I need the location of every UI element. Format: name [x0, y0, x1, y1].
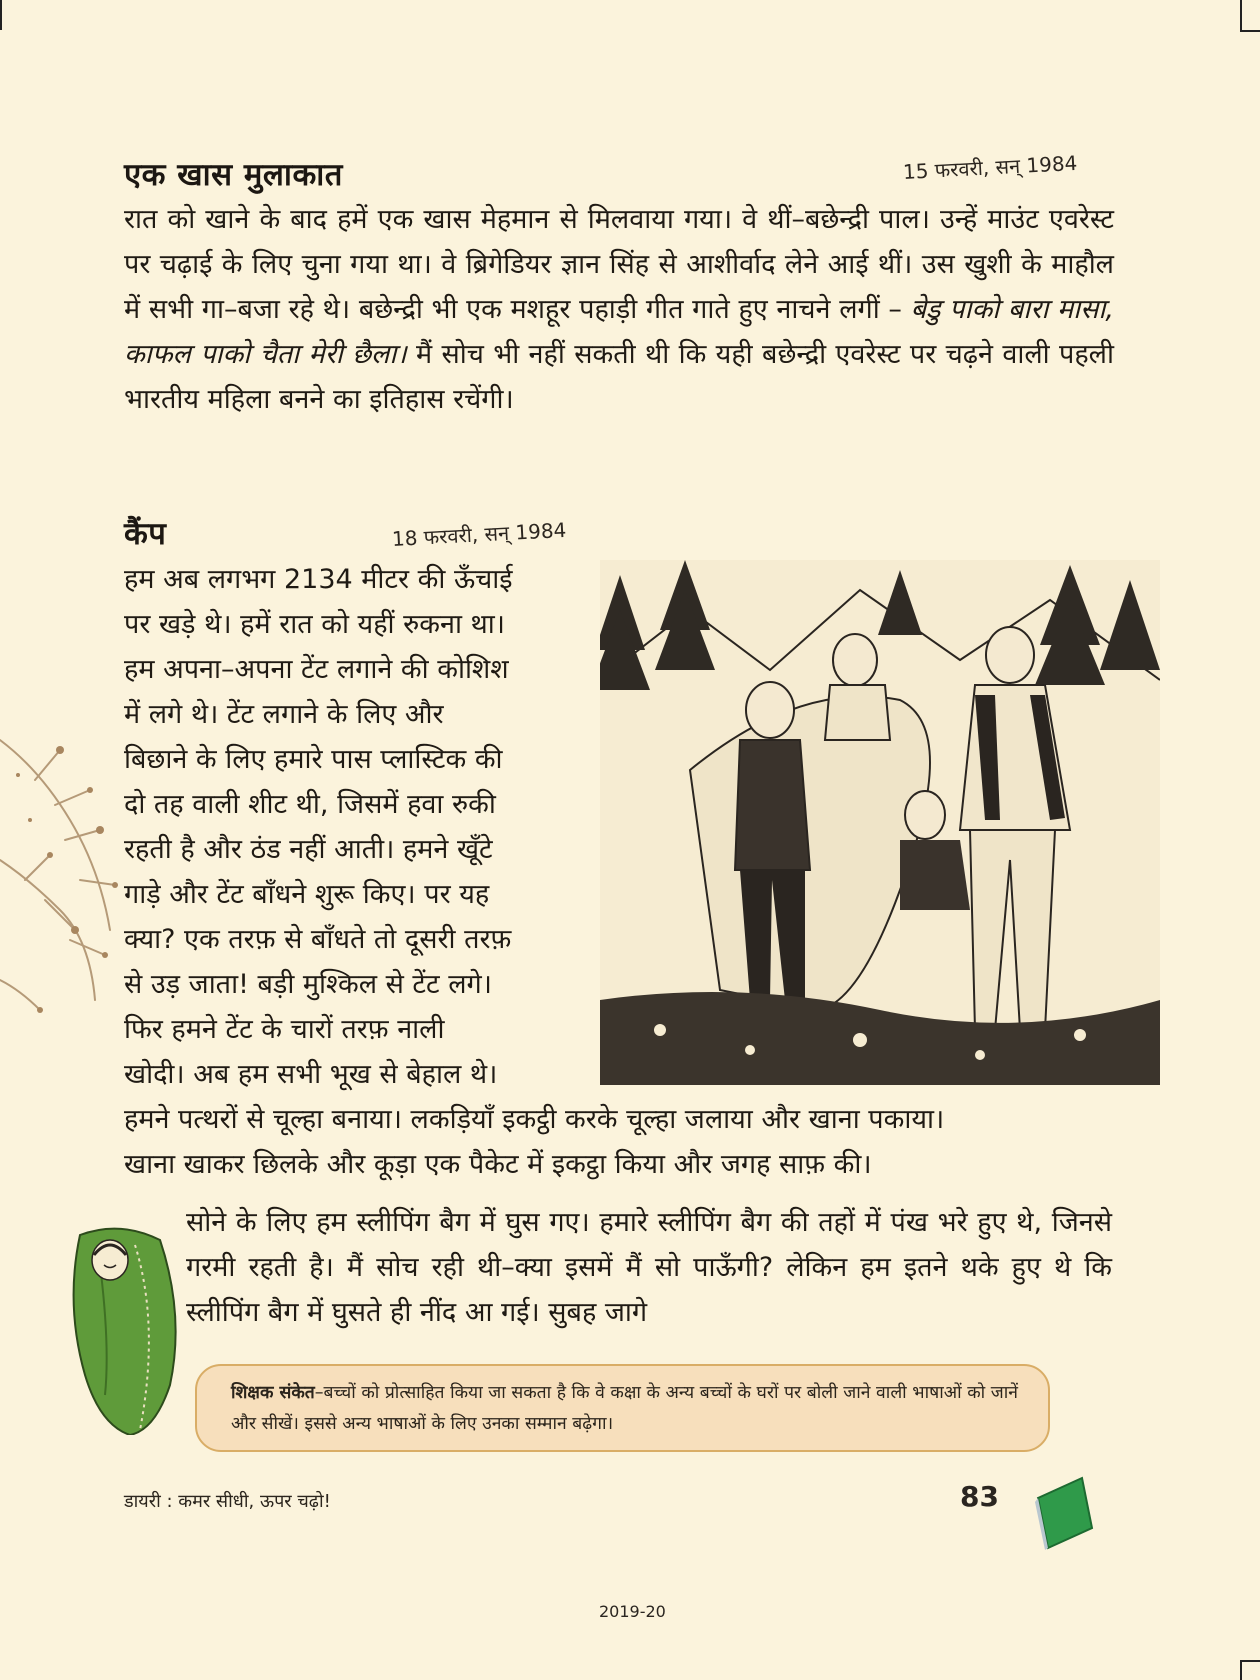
section-paragraph: [124, 197, 1114, 422]
book-icon: [1030, 1470, 1100, 1550]
chapter-title: डायरी : कमर सीधी, ऊपर चढ़ो!: [124, 1491, 331, 1512]
text-line: में लगे थे। टेंट लगाने के लिए और: [124, 699, 444, 730]
section-date: 18 फरवरी, सन् 1984: [391, 517, 567, 551]
teacher-note-label: शिक्षक संकेत: [231, 1383, 315, 1403]
section-date: 15 फरवरी, सन् 1984: [902, 150, 1078, 184]
tent-illustration: [600, 560, 1160, 1085]
text-line: से उड़ जाता! बड़ी मुश्किल से टेंट लगे।: [124, 969, 492, 1000]
crop-mark: [1240, 0, 1242, 30]
teacher-note-text: –बच्चों को प्रोत्साहित किया जा सकता है कि वे कक्षा के अन्य बच्चों के घरों पर बोली जाने वाली भाषाओं को जानें और सीखें। इससे अन्य भाषाओं के लिए उनका सम्मान बढ़ेगा।: [231, 1383, 1018, 1434]
crop-mark: [1240, 30, 1260, 32]
crop-mark: [0, 0, 2, 30]
text-line: दो तह वाली शीट थी, जिसमें हवा रुकी: [124, 789, 496, 820]
crop-mark: [1240, 1662, 1242, 1680]
paragraph-text: रात को खाने के बाद हमें एक खास मेहमान से मिलवाया गया। वे थीं–बछेन्द्री पाल। उन्हें माउंट एवरेस्ट पर चढ़ाई के लिए चुना गया था। वे ब्रिगेडियर ज्ञान सिंह से आशीर्वाद लेने आई थीं। उस खुशी के माहौल में सभी गा–बजा रहे थे। बछेन्द्री भी एक मशहूर पहाड़ी गीत गाते हुए नाचने लगीं –: [124, 204, 1114, 325]
song-lyrics: बेडु पाको बारा मासा, काफल पाको चैता मेरी छैला।: [124, 294, 1114, 370]
branch-decoration: [0, 680, 130, 1040]
text-line: गाड़े और टेंट बाँधने शुरू किए। पर यह: [124, 879, 490, 910]
full-width-lines: [124, 1097, 1114, 1187]
text-line: हम अपना–अपना टेंट लगाने की कोशिश: [124, 654, 509, 685]
edition-year: 2019-20: [599, 1602, 666, 1621]
section-heading: एक खास मुलाकात: [124, 157, 343, 193]
text-line: हमने पत्थरों से चूल्हा बनाया। लकड़ियाँ इकट्ठी करके चूल्हा जलाया और खाना पकाया।: [124, 1104, 945, 1135]
text-line: पर खड़े थे। हमें रात को यहीं रुकना था।: [124, 609, 506, 640]
text-line: रहती है और ठंड नहीं आती। हमने खूँटे: [124, 834, 493, 865]
sleeping-bag-illustration: [60, 1225, 190, 1435]
teacher-note-box: [195, 1364, 1050, 1452]
paragraph-text: मैं सोच भी नहीं सकती थी कि यही बछेन्द्री एवरेस्ट पर चढ़ने वाली पहली भारतीय महिला बनने का इतिहास रचेंगी।: [124, 339, 1114, 415]
text-line: क्या? एक तरफ़ से बाँधते तो दूसरी तरफ़: [124, 924, 512, 955]
sleep-paragraph: सोने के लिए हम स्लीपिंग बैग में घुस गए। हमारे स्लीपिंग बैग की तहों में पंख भरे हुए थे, जिनसे गरमी रहती है। मैं सोच रही थी–क्या इसमें मैं सो पाऊँगी? लेकिन हम इतने थके हुए थे कि स्लीपिंग बैग में घुसते ही नींद आ गई। सुबह जागे: [186, 1207, 1112, 1328]
text-line: फिर हमने टेंट के चारों तरफ़ नाली: [124, 1014, 445, 1045]
text-line: खाना खाकर छिलके और कूड़ा एक पैकेट में इकट्ठा किया और जगह साफ़ की।: [124, 1149, 872, 1180]
text-line: हम अब लगभग 2134 मीटर की ऊँचाई: [124, 564, 513, 595]
section-heading: कैंप: [124, 516, 167, 552]
text-line: बिछाने के लिए हमारे पास प्लास्टिक की: [124, 744, 503, 775]
page-number: 83: [960, 1480, 999, 1513]
wrapped-text-block: [124, 557, 576, 1097]
crop-mark: [1240, 1660, 1260, 1662]
text-line: खोदी। अब हम सभी भूख से बेहाल थे।: [124, 1059, 498, 1090]
